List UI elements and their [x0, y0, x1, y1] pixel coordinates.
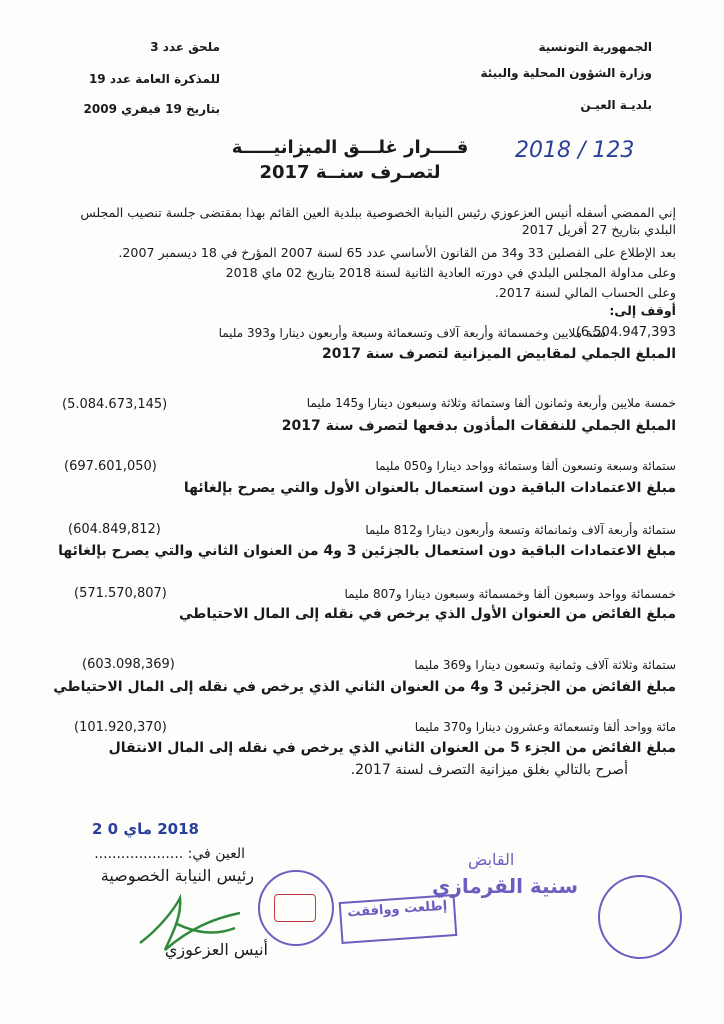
- item-6-label: مبلغ الفائض من الجزئين 3 و4 من العنوان الثاني الذي يرخص في نقله إلى المال الاحتياطي: [53, 679, 676, 695]
- item-5-label: مبلغ الفائض من العنوان الأول الذي يرخص في نقله إلى المال الاحتياطي: [179, 606, 676, 622]
- decision-title: قــــرار غلـــق الميزانيـــــة: [231, 137, 469, 158]
- item-5-words: خمسمائة وواحد وسبعون ألفا وخمسمائة وسبعون دينارا و807 مليما: [344, 587, 676, 601]
- item-4-label: مبلغ الاعتمادات الباقية دون استعمال بالجزئين 3 و4 من العنوان الثاني والتي يصرح بإلغائها: [58, 543, 676, 559]
- place-date-line: العين في: ....................: [94, 846, 245, 862]
- item-2-amount: (5.084.673,145): [62, 397, 168, 412]
- financial-account: وعلى الحساب المالي لسنة 2017.: [494, 285, 676, 300]
- item-3-label: مبلغ الاعتمادات الباقية دون استعمال بالعنوان الأول والتي يصرح بإلغائها: [183, 480, 676, 496]
- item-1-amount: (6.504.947,393: [575, 325, 676, 340]
- handwritten-reference: 2018 / 123: [515, 138, 635, 163]
- item-7-amount: (101.920,370): [74, 720, 167, 735]
- item-5-amount: (571.570,807): [74, 586, 167, 601]
- item-6-words: ستمائة وثلاثة آلاف وثمانية وتسعون دينارا و369 مليما: [414, 658, 676, 672]
- item-2-words: خمسة ملايين وأربعة وثمانون ألفا وستمائة وثلاثة وسبعون دينارا و145 مليما: [306, 396, 676, 410]
- header-annex: ملحق عدد 3: [150, 40, 220, 54]
- item-3-amount: (697.601,050): [64, 459, 157, 474]
- header-municipality: بلديـة العيـن: [580, 98, 652, 112]
- signer-name: أنيس العزعوزي: [164, 940, 268, 959]
- approval-stamp: إطلعت ووافقت: [339, 894, 458, 944]
- signer-title: رئيس النيابة الخصوصية: [100, 866, 254, 885]
- council-deliberation: وعلى مداولة المجلس البلدي في دورته العادية الثانية لسنة 2018 بتاريخ 02 ماي 2018: [225, 265, 676, 280]
- item-4-amount: (604.849,812): [68, 522, 161, 537]
- legal-reference: بعد الإطلاع على الفصلين 33 و34 من القانون الأساسي عدد 65 لسنة 2007 المؤرخ في 18 ديسمبر 2007.: [118, 245, 676, 260]
- header-ministry: وزارة الشؤون المحلية والبيئة: [480, 66, 652, 80]
- item-6-amount: (603.098,369): [82, 657, 175, 672]
- treasury-seal: [598, 875, 682, 959]
- item-2-label: المبلغ الجملي للنفقات المأذون بدفعها لتصرف سنة 2017: [281, 418, 676, 434]
- header-memo: للمذكرة العامة عدد 19: [88, 72, 220, 86]
- decision-subtitle: لتصـرف سنــة 2017: [259, 162, 441, 183]
- municipal-seal: [258, 870, 334, 946]
- item-7-words: مائة وواحد ألفا وتسعمائة وعشرون دينارا و370 مليما: [414, 720, 676, 734]
- item-7-label: مبلغ الفائض من الجزء 5 من العنوان الثاني الذي يرخص في نقله إلى المال الانتقال: [108, 740, 676, 756]
- date-stamp: 2018 ماي 0 2: [92, 820, 199, 838]
- item-1-label: المبلغ الجملي لمقابيض الميزانية لتصرف سنة 2017: [322, 346, 676, 362]
- intro-paragraph: إني الممضي أسفله أنيس العزعوزي رئيس النيابة الخصوصية ببلدية العين القائم بهذا بمقتضى جلسة تنصيب المجلس البلدي بتاريخ 27 أفريل 2017: [80, 205, 676, 237]
- decree-heading: أوقف إلى:: [609, 303, 676, 318]
- item-4-words: ستمائة وأربعة آلاف وثمانمائة وتسعة وأربعون دينارا و812 مليما: [365, 523, 676, 537]
- item-3-words: ستمائة وسبعة وتسعون ألفا وستمائة وواحد دينارا و050 مليما: [375, 459, 676, 473]
- closing-statement: أصرح بالتالي بغلق ميزانية التصرف لسنة 2017.: [350, 762, 628, 778]
- header-date: بتاريخ 19 فيفري 2009: [83, 102, 220, 116]
- treasurer-title: القابض: [468, 850, 515, 869]
- item-1-words: ستة ملايين وخمسمائة وأربعة آلاف وتسعمائة وسبعة وأربعون دينارا و393 مليما: [218, 326, 606, 340]
- header-republic: الجمهورية التونسية: [538, 40, 652, 54]
- treasurer-name: سنية القرمازي: [432, 874, 579, 898]
